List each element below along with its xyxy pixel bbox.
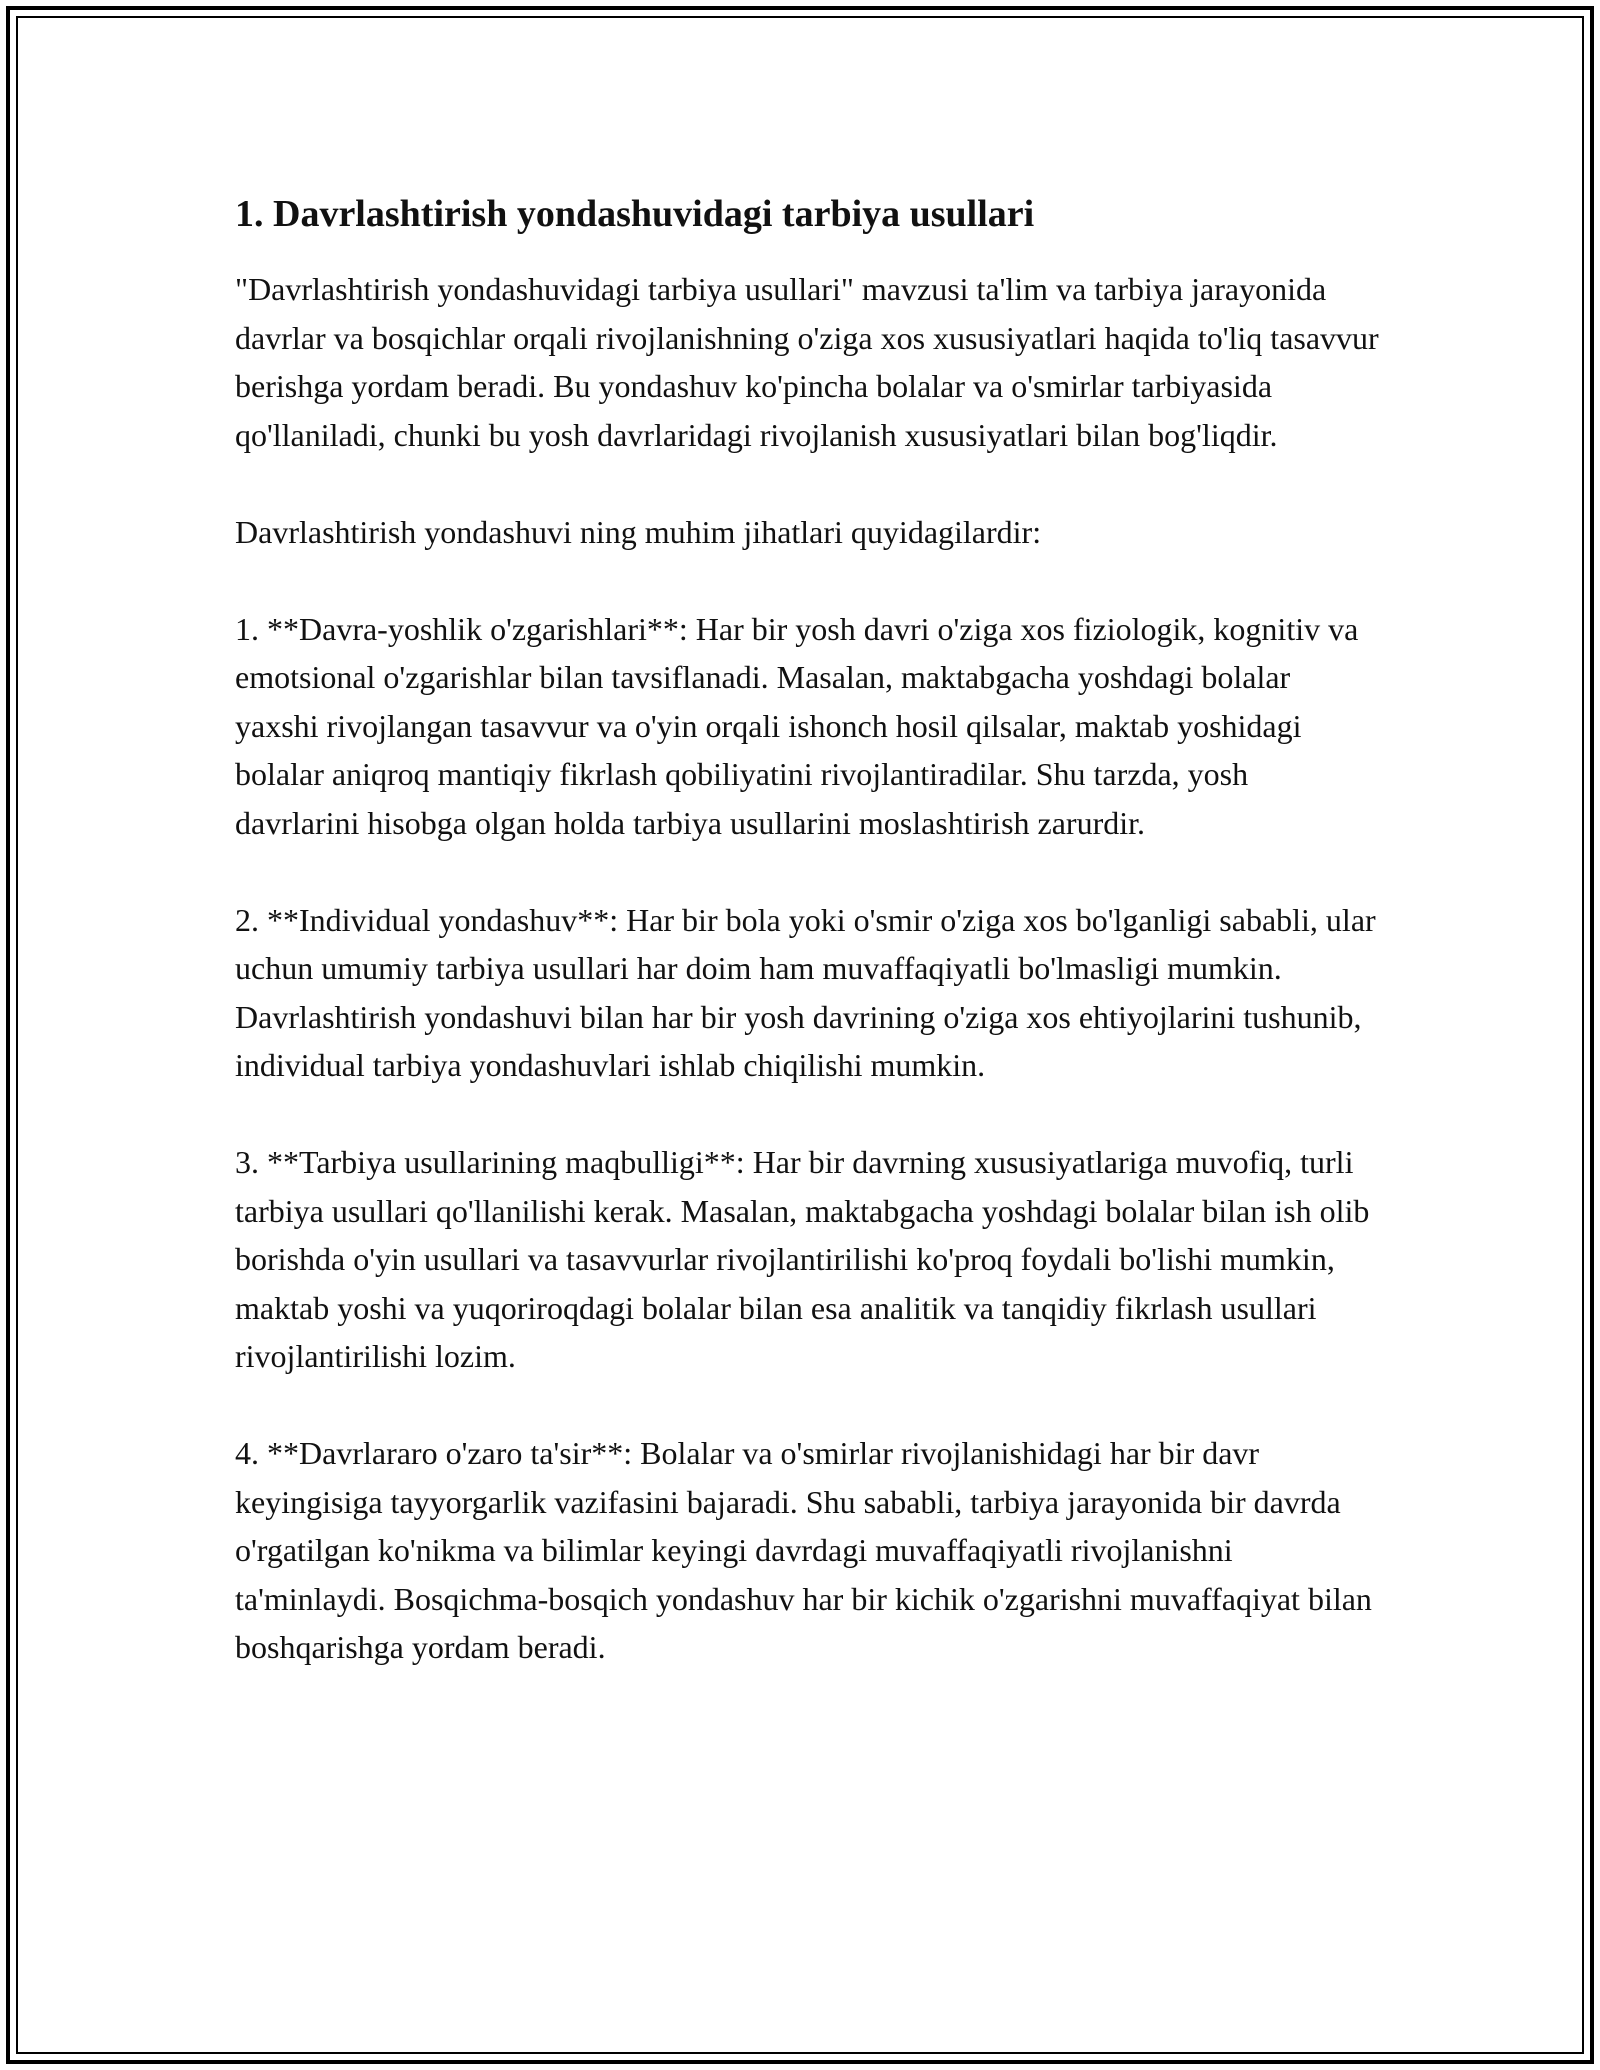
document-body — [235, 185, 1380, 1720]
point-3-paragraph: 3. **Tarbiya usullarining maqbulligi**: Har bir davrning xususiyatlariga muvofiq, turli tarbiya usullari qo'llanilishi kerak. Masalan, maktabgacha yoshdagi bolalar bilan ish olib borishda o'yin usullari va tasavvurlar rivojlantirilishi ko'proq foydali bo'lishi mumkin, maktab yoshi va yuqoriroqdagi bolalar bilan esa analitik va tanqidiy fikrlash usullari rivojlantirilishi lozim. — [235, 1144, 1370, 1374]
point-1-paragraph: 1. **Davra-yoshlik o'zgarishlari**: Har bir yosh davri o'ziga xos fiziologik, kognitiv va emotsional o'zgarishlar bilan tavsiflanadi. Masalan, maktabgacha yoshdagi bolalar yaxshi rivojlangan tasavvur va o'yin orqali ishonch hosil qilsalar, maktab yoshidagi bolalar aniqroq mantiqiy fikrlash qobiliyatini rivojlantiradilar. Shu tarzda, yosh davrlarini hisobga olgan holda tarbiya usullarini moslashtirish zarurdir. — [235, 610, 1359, 841]
point-4-paragraph: 4. **Davrlararo o'zaro ta'sir**: Bolalar va o'smirlar rivojlanishidagi har bir davr keyingisiga tayyorgarlik vazifasini bajaradi. Shu sababli, tarbiya jarayonida bir davrda o'rgatilgan ko'nikma va bilimlar keyingi davrdagi muvaffaqiyatli rivojlanishni ta'minlaydi. Bosqichma-bosqich yondashuv har bir kichik o'zgarishni muvaffaqiyat bilan boshqarishga yordam beradi. — [235, 1435, 1372, 1665]
lead-in-paragraph: Davrlashtirish yondashuvi ning muhim jihatlari quyidagilardir: — [235, 513, 1042, 550]
intro-paragraph: "Davrlashtirish yondashuvidagi tarbiya usullari" mavzusi ta'lim va tarbiya jarayonida davrlar va bosqichlar orqali rivojlanishning o'ziga xos xususiyatlari haqida to'liq tasavvur berishga yordam beradi. Bu yondashuv ko'pincha bolalar va o'smirlar tarbiyasida qo'llaniladi, chunki bu yosh davrlaridagi rivojlanish xususiyatlari bilan bog'liqdir. — [235, 271, 1379, 453]
point-2-paragraph: 2. **Individual yondashuv**: Har bir bola yoki o'smir o'ziga xos bo'lganligi sababli, ular uchun umumiy tarbiya usullari har doim ham muvaffaqiyatli bo'lmasligi mumkin. Davrlashtirish yondashuvi bilan har bir yosh davrining o'ziga xos ehtiyojlarini tushunib, individual tarbiya yondashuvlari ishlab chiqilishi mumkin. — [235, 901, 1376, 1083]
document-heading: 1. Davrlashtirish yondashuvidagi tarbiya usullari — [235, 193, 1035, 235]
